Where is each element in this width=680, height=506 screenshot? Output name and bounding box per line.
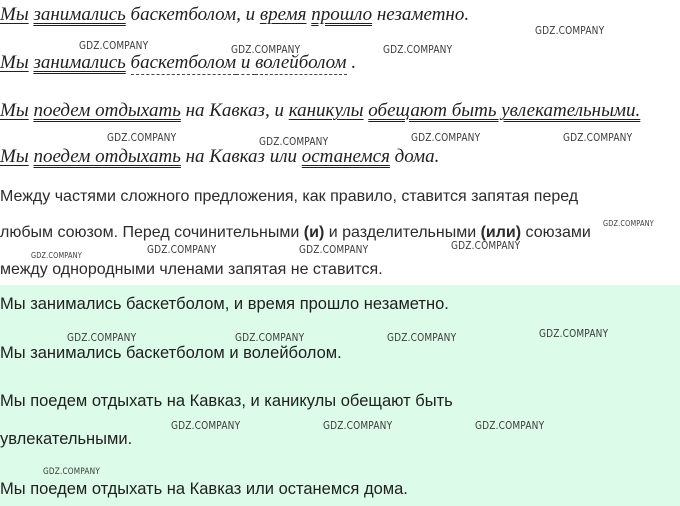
rule-line-3: между однородными членами запятая не ставится.: [0, 261, 383, 278]
watermark: GDZ.COMPANY: [171, 419, 241, 432]
watermark: GDZ.COMPANY: [67, 331, 137, 344]
example-1: Мы занимались баскетболом, и время прошло незаметно.: [0, 295, 449, 313]
watermark: GDZ.COMPANY: [383, 43, 453, 56]
subject: Мы: [0, 4, 29, 25]
example-3-line-1: Мы поедем отдыхать на Кавказ, и каникулы обещают быть: [0, 392, 453, 410]
watermark: GDZ.COMPANY: [79, 39, 149, 52]
subject: Мы: [0, 52, 29, 73]
sentence-2: Мы занимались баскетболом и волейболом .: [0, 52, 357, 73]
watermark: GDZ.COMPANY: [323, 419, 393, 432]
subject: время: [259, 4, 307, 25]
subject: Мы: [0, 100, 29, 121]
predicate: поедем отдыхать: [33, 100, 181, 121]
predicate: поедем отдыхать: [33, 146, 181, 167]
watermark: GDZ.COMPANY: [535, 24, 605, 37]
watermark: GDZ.COMPANY: [259, 135, 329, 148]
rule-line-2: любым союзом. Перед сочинительными (и) и разделительными (или) союзами: [0, 224, 591, 241]
subject: каникулы: [288, 100, 364, 121]
watermark: GDZ.COMPANY: [43, 467, 101, 477]
watermark: GDZ.COMPANY: [387, 331, 457, 344]
sentence-1: Мы занимались баскетболом, и время прошло незаметно.: [0, 4, 470, 25]
predicate: занимались: [33, 52, 126, 73]
homogeneous-member: волейболом: [255, 52, 347, 73]
subject: Мы: [0, 146, 29, 167]
predicate: прошло: [311, 4, 373, 25]
example-2: Мы занимались баскетболом и волейболом.: [0, 344, 342, 362]
sentence-4: Мы поедем отдыхать на Кавказ или останемся дома.: [0, 146, 440, 167]
example-4: Мы поедем отдыхать на Кавказ или останемся дома.: [0, 480, 408, 498]
predicate: занимались: [33, 4, 126, 25]
example-3-line-2: увлекательными.: [0, 430, 133, 448]
watermark: GDZ.COMPANY: [231, 43, 301, 56]
predicate: останемся: [301, 146, 390, 167]
sentence-3: Мы поедем отдыхать на Кавказ, и каникулы обещают быть увлекательными.: [0, 100, 641, 121]
watermark: GDZ.COMPANY: [411, 131, 481, 144]
watermark: GDZ.COMPANY: [147, 243, 217, 256]
watermark: GDZ.COMPANY: [563, 131, 633, 144]
predicate: обещают быть увлекательными.: [368, 100, 641, 121]
watermark: GDZ.COMPANY: [235, 331, 305, 344]
watermark: GDZ.COMPANY: [451, 239, 521, 252]
watermark: GDZ.COMPANY: [31, 251, 82, 260]
homogeneous-member: баскетболом: [130, 52, 237, 73]
watermark: GDZ.COMPANY: [475, 419, 545, 432]
watermark: GDZ.COMPANY: [603, 219, 654, 228]
rule-line-1: Между частями сложного предложения, как правило, ставится запятая перед: [0, 188, 579, 205]
circumstance: баскетболом: [130, 4, 237, 25]
watermark: GDZ.COMPANY: [299, 243, 369, 256]
watermark: GDZ.COMPANY: [107, 131, 177, 144]
watermark: GDZ.COMPANY: [539, 327, 609, 340]
